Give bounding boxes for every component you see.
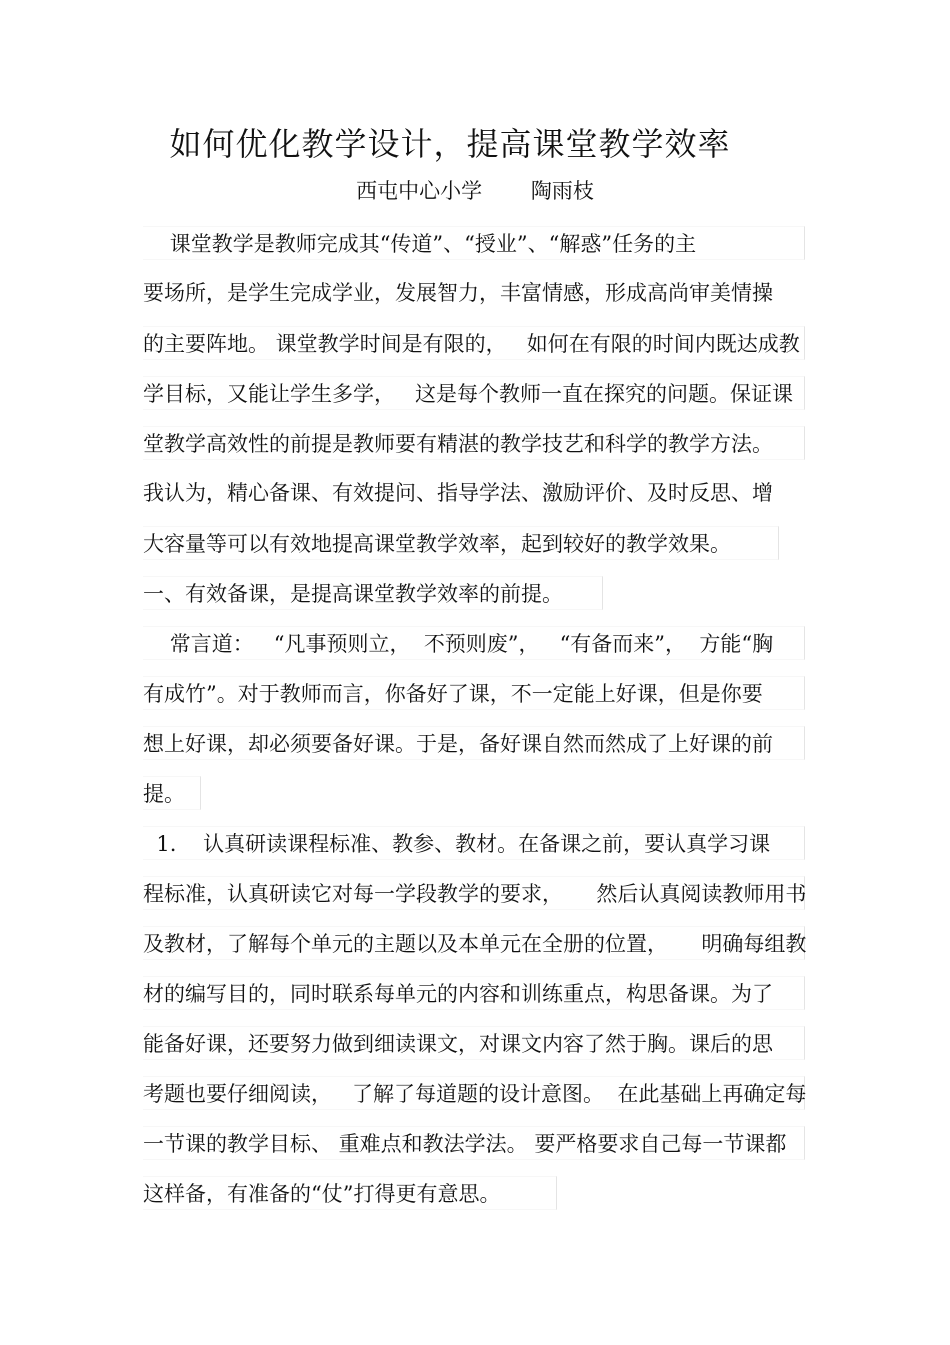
text-line: 提。 <box>143 776 201 810</box>
text-line: 一节课的教学目标、 重难点和教法学法。 要严格要求自己每一节课都 <box>143 1126 805 1160</box>
document-title-text: 如何优化教学设计，提高课堂教学效率 <box>169 125 731 163</box>
text-line: 学目标，又能让学生多学， 这是每个教师一直在探究的问题。保证课 <box>143 376 805 410</box>
text-line: 课堂教学是教师完成其“传道”、“授业”、“解惑”任务的主 <box>143 226 805 260</box>
text-line: 大容量等可以有效地提高课堂教学效率，起到较好的教学效果。 <box>143 526 779 560</box>
text-line: 及教材，了解每个单元的主题以及本单元在全册的位置， 明确每组教 <box>143 926 805 960</box>
text-line: 材的编写目的，同时联系每单元的内容和训练重点，构思备课。为了 <box>143 976 805 1010</box>
author-name: 陶雨枝 <box>530 179 594 203</box>
byline <box>0 176 950 206</box>
text-line: 能备好课，还要努力做到细读课文，对课文内容了然于胸。课后的思 <box>143 1026 805 1060</box>
author-school: 西屯中心小学 <box>356 179 483 203</box>
section-heading: 一、有效备课，是提高课堂教学效率的前提。 <box>143 576 603 610</box>
text-line: 有成竹”。对于教师而言，你备好了课，不一定能上好课，但是你要 <box>143 676 805 710</box>
text-line: 堂教学高效性的前提是教师要有精湛的教学技艺和科学的教学方法。 <box>143 426 805 460</box>
document-title <box>0 122 950 166</box>
text-line: 程标准，认真研读它对每一学段教学的要求， 然后认真阅读教师用书 <box>143 876 805 910</box>
text-line: 我认为，精心备课、有效提问、指导学法、激励评价、及时反思、增 <box>143 481 773 505</box>
text-line: 常言道： “凡事预则立， 不预则废”， “有备而来”， 方能“胸 <box>143 626 805 660</box>
text-line: 1. 认真研读课程标准、教参、教材。在备课之前，要认真学习课 <box>143 826 805 860</box>
text-line: 要场所，是学生完成学业，发展智力，丰富情感，形成高尚审美情操 <box>143 281 773 305</box>
text-line: 的主要阵地。 课堂教学时间是有限的， 如何在有限的时间内既达成教 <box>143 326 805 360</box>
text-line: 想上好课，却必须要备好课。于是，备好课自然而然成了上好课的前 <box>143 726 805 760</box>
text-line: 考题也要仔细阅读， 了解了每道题的设计意图。 在此基础上再确定每 <box>143 1076 805 1110</box>
text-line: 这样备，有准备的“仗”打得更有意思。 <box>143 1176 557 1210</box>
